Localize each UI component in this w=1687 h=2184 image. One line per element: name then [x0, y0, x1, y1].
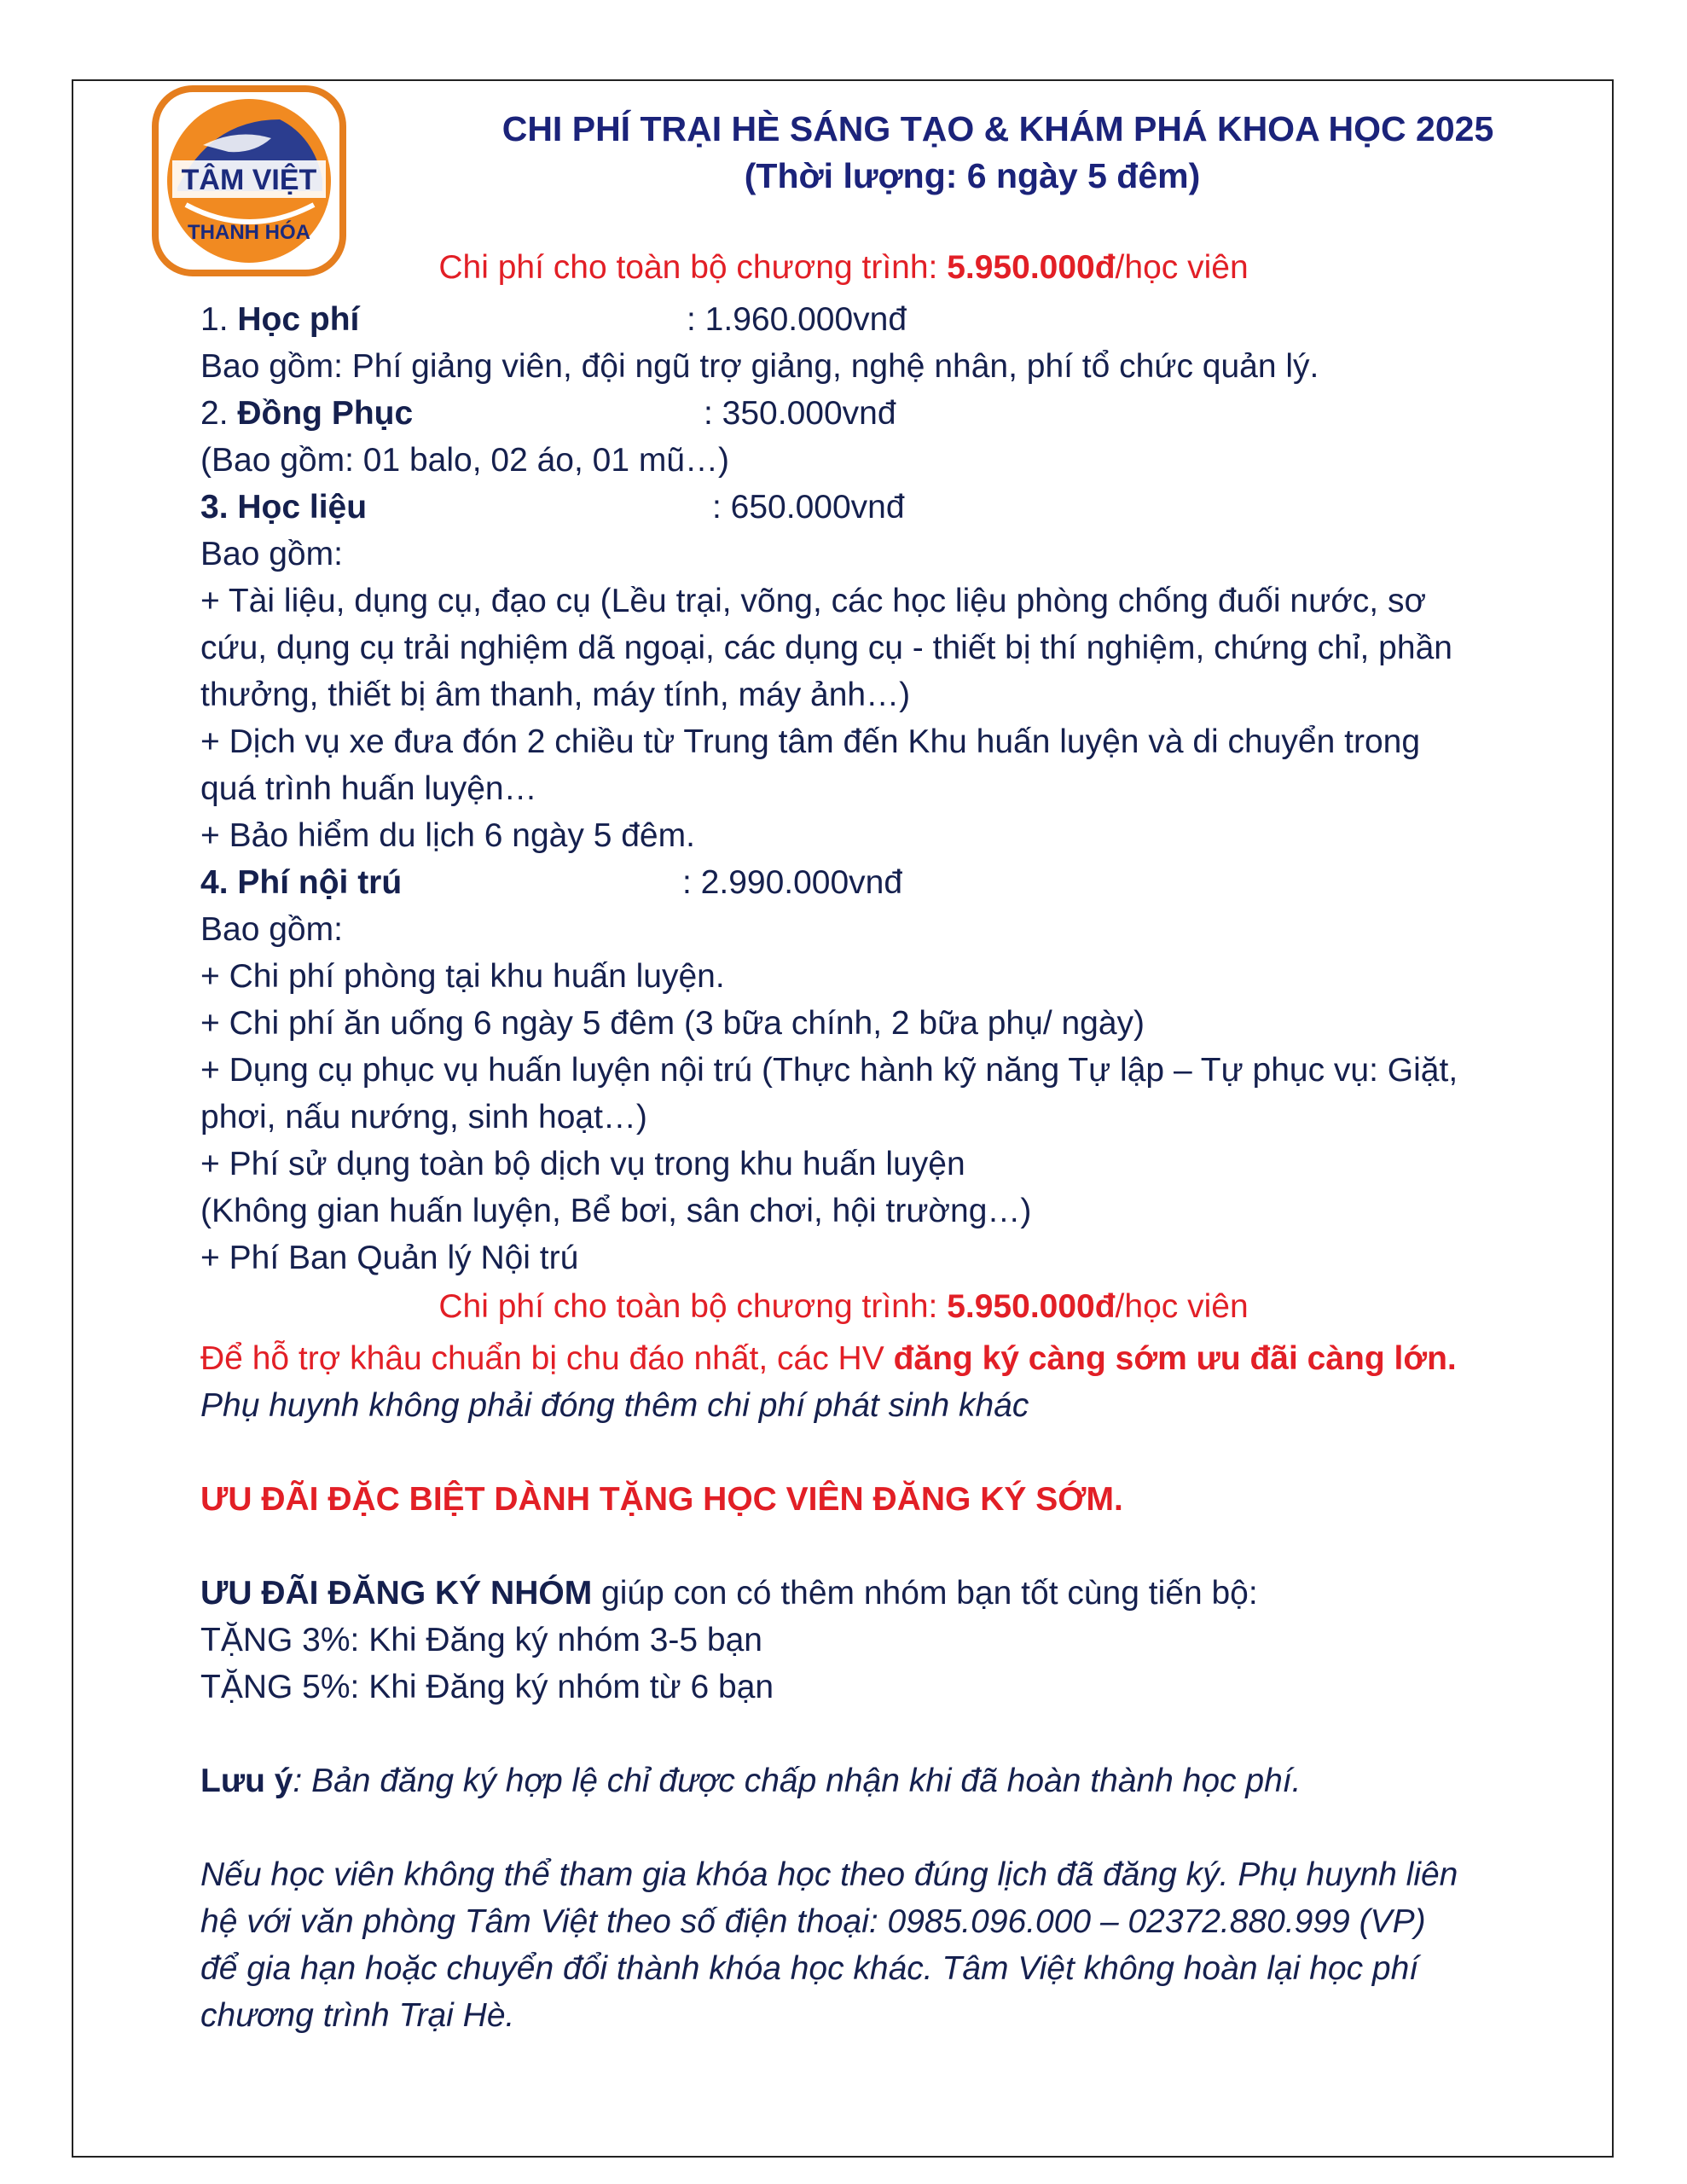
item-boarding-line: + Phí Ban Quản lý Nội trú: [200, 1240, 579, 1276]
item-materials-line: quá trình huấn luyện…: [200, 770, 537, 807]
svg-text:THANH HÓA: THANH HÓA: [188, 221, 310, 244]
item-boarding-line: + Chi phí ăn uống 6 ngày 5 đêm (3 bữa chính, 2 bữa phụ/ ngày): [200, 1005, 1145, 1042]
item-uniform: 2. Đồng Phục: [200, 395, 414, 432]
item-uniform-value: : 350.000vnđ: [704, 395, 896, 432]
item-boarding-value: : 2.990.000vnđ: [682, 864, 903, 901]
item-tuition: 1. Học phí: [200, 301, 360, 338]
item-boarding-line: phơi, nấu nướng, sinh hoạt…): [200, 1099, 647, 1136]
total-cost-bottom: Chi phí cho toàn bộ chương trình: 5.950.000đ/học viên: [438, 1288, 1249, 1325]
item-boarding-line: + Dụng cụ phục vụ huấn luyện nội trú (Thực hành kỹ năng Tự lập – Tự phục vụ: Giặt,: [200, 1052, 1458, 1089]
item-materials-line: + Tài liệu, dụng cụ, đạo cụ (Lều trại, võng, các học liệu phòng chống đuối nước, sơ: [200, 583, 1427, 619]
item-materials-value: : 650.000vnđ: [712, 489, 905, 526]
note-line: Lưu ý: Bản đăng ký hợp lệ chỉ được chấp nhận khi đã hoàn thành học phí.: [200, 1763, 1301, 1799]
page-title: CHI PHÍ TRẠI HÈ SÁNG TẠO & KHÁM PHÁ KHOA HỌC 2025: [501, 109, 1494, 148]
total-cost-top: Chi phí cho toàn bộ chương trình: 5.950.000đ/học viên: [438, 249, 1249, 286]
svg-text:TÂM VIỆT: TÂM VIỆT: [181, 164, 317, 196]
policy-line: Nếu học viên không thể tham gia khóa học theo đúng lịch đã đăng ký. Phụ huynh liên: [200, 1856, 1458, 1893]
item-tuition-value: : 1.960.000vnđ: [687, 301, 907, 338]
item-materials-line: cứu, dụng cụ trải nghiệm dã ngoại, các dụng cụ - thiết bị thí nghiệm, chứng chỉ, phần: [200, 630, 1452, 666]
group-offer-line: TẶNG 3%: Khi Đăng ký nhóm 3-5 bạn: [200, 1622, 762, 1658]
policy-line: chương trình Trại Hè.: [200, 1997, 515, 2034]
item-boarding-head: Bao gồm:: [200, 911, 343, 948]
tam-viet-logo: [152, 85, 346, 276]
group-offer-line: TẶNG 5%: Khi Đăng ký nhóm từ 6 bạn: [200, 1669, 774, 1705]
group-offer-heading: ƯU ĐÃI ĐĂNG KÝ NHÓM giúp con có thêm nhóm bạn tốt cùng tiến bộ:: [200, 1575, 1258, 1612]
policy-line: để gia hạn hoặc chuyển đổi thành khóa học khác. Tâm Việt không hoàn lại học phí: [200, 1950, 1419, 1987]
page-subtitle: (Thời lượng: 6 ngày 5 đêm): [744, 156, 1201, 195]
item-boarding: 4. Phí nội trú: [200, 864, 403, 901]
item-materials-line: + Dịch vụ xe đưa đón 2 chiều từ Trung tâm đến Khu huấn luyện và di chuyển trong: [200, 723, 1421, 760]
item-boarding-line: (Không gian huấn luyện, Bể bơi, sân chơi, hội trường…): [200, 1193, 1032, 1229]
item-tuition-desc: Bao gồm: Phí giảng viên, đội ngũ trợ giảng, nghệ nhân, phí tổ chức quản lý.: [200, 348, 1319, 385]
item-uniform-desc: (Bao gồm: 01 balo, 02 áo, 01 mũ…): [200, 442, 730, 479]
item-materials-head: Bao gồm:: [200, 536, 343, 572]
special-offer-heading: ƯU ĐÃI ĐẶC BIỆT DÀNH TẶNG HỌC VIÊN ĐĂNG KÝ SỚM.: [200, 1481, 1123, 1518]
no-extra-fee-note: Phụ huynh không phải đóng thêm chi phí phát sinh khác: [200, 1387, 1029, 1424]
item-boarding-line: + Phí sử dụng toàn bộ dịch vụ trong khu huấn luyện: [200, 1146, 965, 1182]
item-boarding-line: + Chi phí phòng tại khu huấn luyện.: [200, 958, 725, 995]
item-materials-line: + Bảo hiểm du lịch 6 ngày 5 đêm.: [200, 817, 695, 854]
item-materials-line: thưởng, thiết bị âm thanh, máy tính, máy ảnh…): [200, 677, 911, 713]
early-registration-note: Để hỗ trợ khâu chuẩn bị chu đáo nhất, các HV đăng ký càng sớm ưu đãi càng lớn.: [200, 1340, 1457, 1377]
policy-line: hệ với văn phòng Tâm Việt theo số điện thoại: 0985.096.000 – 02372.880.999 (VP): [200, 1903, 1426, 1940]
item-materials: 3. Học liệu: [200, 489, 368, 526]
